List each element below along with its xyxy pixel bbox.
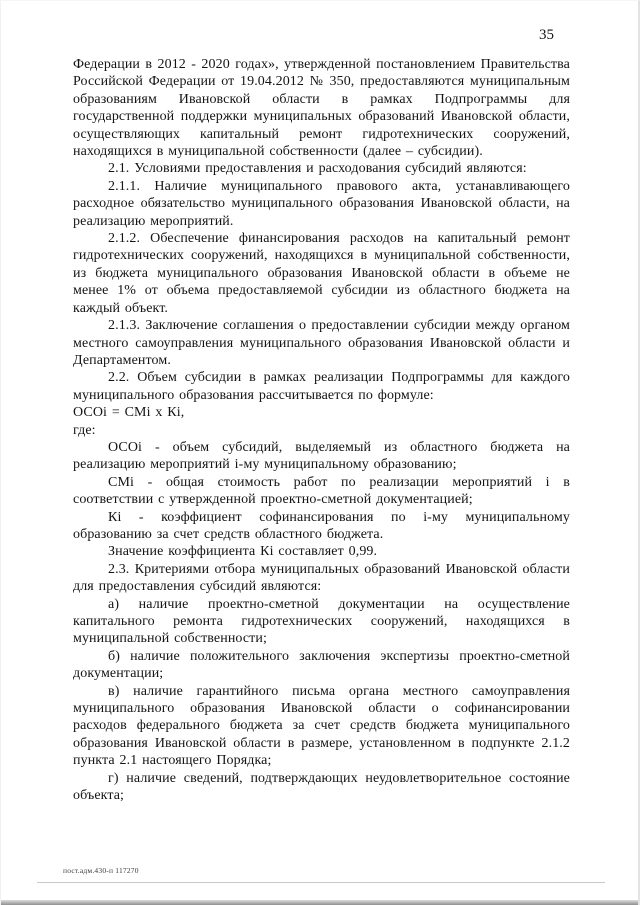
page-number: 35 <box>539 27 554 43</box>
paragraph-continuation: Федерации в 2012 - 2020 годах», утвержденной постановлением Правительства Российской Федерации от 19.04.2012 № 350, предоставляются муниципальным образованиям Ивановской области в рамках Подпрограммы для государственной поддержки муниципальных образований Ивановской области, осуществляющих капитальный ремонт гидротехнических сооружений, находящихся в муниципальной собственности (далее – субсидии). <box>73 57 570 160</box>
document-body <box>73 56 570 804</box>
formula-where-label: где: <box>73 422 96 438</box>
list-item-v: в) наличие гарантийного письма органа местного самоуправления муниципального образования Ивановской области о софинансировании расходов федерального бюджета за счет средств бюджета муниципального образования Ивановской области в размере, установленном в подпункте 2.1.2 пункта 2.1 настоящего Порядка; <box>73 683 570 769</box>
paragraph-section-2-3: 2.3. Критериями отбора муниципальных образований Ивановской области для предоставления субсидий являются: <box>73 561 570 595</box>
footer-stamp: пост.адм.430-п 117270 <box>63 866 139 875</box>
formula-line: ОСОi = СМi x Кi, <box>73 405 185 421</box>
paragraph-section-2-1: 2.1. Условиями предоставления и расходования субсидий являются: <box>108 161 527 177</box>
list-item-b: б) наличие положительного заключения экспертизы проектно-сметной документации; <box>73 648 570 682</box>
list-item-a: а) наличие проектно-сметной документации на осуществление капитального ремонта гидротехнических сооружений, находящихся в муниципальной собственности; <box>73 596 570 647</box>
paragraph-section-2-1-2: 2.1.2. Обеспечение финансирования расходов на капитальный ремонт гидротехнических сооружений, находящихся в муниципальной собственности, из бюджета муниципального образования Ивановской области в объеме не менее 1% от объема предоставляемой субсидии из областного бюджета на каждый объект. <box>73 231 570 316</box>
paragraph-section-2-1-1: 2.1.1. Наличие муниципального правового акта, устанавливающего расходное обязательство муниципального образования Ивановской области, на реализацию мероприятий. <box>73 178 570 229</box>
paragraph-section-2-2: 2.2. Объем субсидии в рамках реализации Подпрограммы для каждого муниципального образования рассчитывается по формуле: <box>73 370 570 403</box>
formula-term-ki: Кi - коэффициент софинансирования по i-му муниципальному образованию за счет средств областного бюджета. <box>73 509 570 542</box>
formula-ki-value: Значение коэффициента Кi составляет 0,99. <box>108 544 378 560</box>
formula-term-osoi: ОСОi - объем субсидий, выделяемый из областного бюджета на реализацию мероприятий i-му муниципальному образованию; <box>73 439 570 473</box>
list-item-g: г) наличие сведений, подтверждающих неудовлетворительное состояние объекта; <box>73 770 570 804</box>
formula-term-smi: СМi - общая стоимость работ по реализации мероприятий i в соответствии с утвержденной проектно-сметной документацией; <box>73 474 570 508</box>
paragraph-section-2-1-3: 2.1.3. Заключение соглашения о предоставлении субсидии между органом местного самоуправления муниципального образования Ивановской области и Департаментом. <box>73 318 570 368</box>
page-bottom-edge <box>1 900 640 905</box>
footer-rule <box>37 882 605 883</box>
